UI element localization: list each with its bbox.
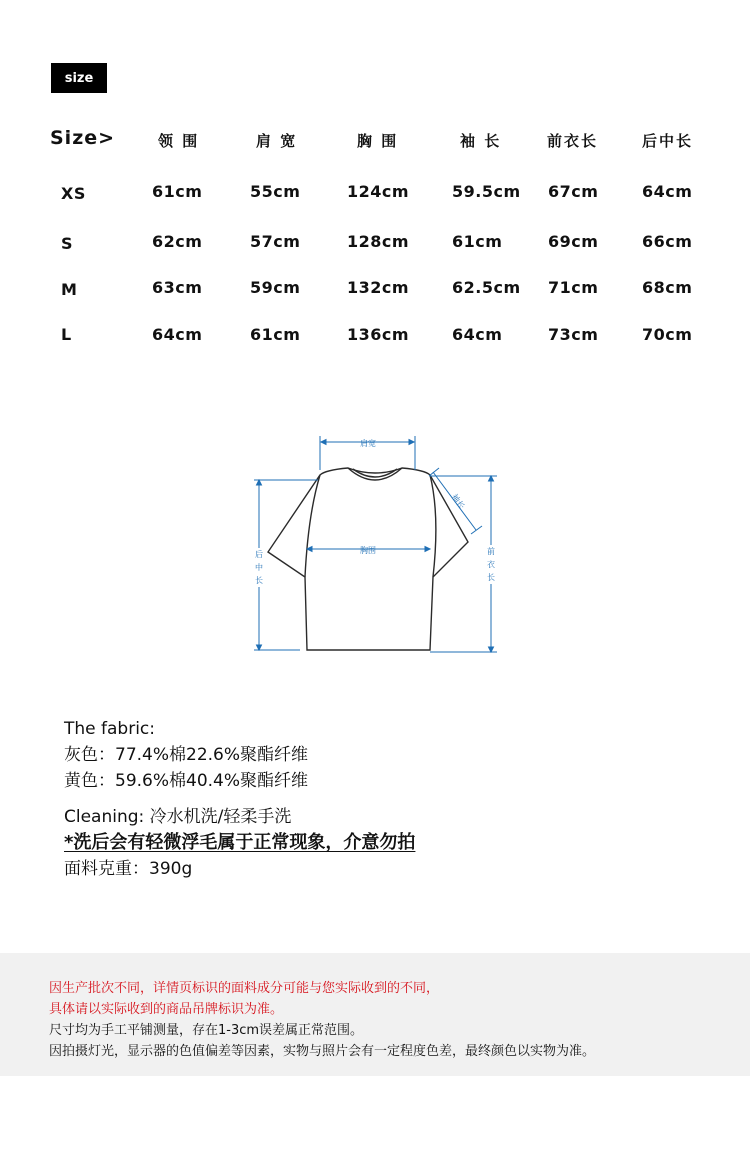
notice-line-2: 具体请以实际收到的商品吊牌标识为准。 bbox=[49, 1002, 284, 1017]
row-s-collar: 62cm bbox=[152, 232, 203, 251]
row-s-chest: 128cm bbox=[347, 232, 410, 251]
row-s-shoulder: 57cm bbox=[250, 232, 301, 251]
row-l-chest: 136cm bbox=[347, 325, 410, 344]
header-sleeve: 袖 长 bbox=[460, 132, 502, 150]
cleaning-instructions: Cleaning: 冷水机洗/轻柔手洗 bbox=[64, 807, 292, 827]
measurement-lines bbox=[254, 436, 497, 652]
row-m-sleeve: 62.5cm bbox=[452, 278, 521, 297]
fabric-title: The fabric: bbox=[64, 719, 156, 739]
notice-line-4: 因拍摄灯光，显示器的色值偏差等因素，实物与照片会有一定程度色差，最终颜色以实物为准。 bbox=[49, 1044, 596, 1059]
header-shoulder: 肩 宽 bbox=[256, 132, 298, 150]
row-s-back: 66cm bbox=[642, 232, 693, 251]
fabric-weight: 面料克重：390g bbox=[64, 859, 193, 879]
header-back-length: 后中长 bbox=[642, 132, 694, 150]
fabric-section bbox=[64, 716, 664, 882]
row-l-front: 73cm bbox=[548, 325, 599, 344]
row-m-shoulder: 59cm bbox=[250, 278, 301, 297]
row-l-collar: 64cm bbox=[152, 325, 203, 344]
notice-line-1: 因生产批次不同，详情页标识的面料成分可能与您实际收到的不同， bbox=[49, 981, 440, 996]
label-chest: 胸围 bbox=[360, 546, 376, 555]
row-l-back: 70cm bbox=[642, 325, 693, 344]
label-shoulder: 肩宽 bbox=[360, 439, 376, 448]
row-m-size: M bbox=[61, 280, 78, 299]
header-collar: 领 围 bbox=[158, 132, 200, 150]
row-m-collar: 63cm bbox=[152, 278, 203, 297]
size-tag-label: size bbox=[64, 70, 94, 86]
row-s-sleeve: 61cm bbox=[452, 232, 503, 251]
notice-line-3: 尺寸均为手工平铺测量，存在1-3cm误差属正常范围。 bbox=[49, 1023, 364, 1038]
row-m-front: 71cm bbox=[548, 278, 599, 297]
row-xs-size: XS bbox=[61, 184, 86, 203]
fabric-gray: 灰色：77.4%棉22.6%聚酯纤维 bbox=[64, 745, 309, 765]
row-xs-front: 67cm bbox=[548, 182, 599, 201]
row-xs-sleeve: 59.5cm bbox=[452, 182, 521, 201]
size-table bbox=[0, 0, 750, 360]
fabric-yellow: 黄色：59.6%棉40.4%聚酯纤维 bbox=[64, 771, 309, 791]
wash-note: *洗后会有轻微浮毛属于正常现象，介意勿拍 bbox=[64, 832, 416, 853]
row-m-chest: 132cm bbox=[347, 278, 410, 297]
label-front-length: 前衣长 bbox=[487, 547, 495, 582]
label-sleeve: 袖长 bbox=[449, 492, 467, 511]
row-xs-back: 64cm bbox=[642, 182, 693, 201]
notice-box bbox=[0, 953, 750, 1076]
row-xs-collar: 61cm bbox=[152, 182, 203, 201]
tshirt-measurement-diagram bbox=[245, 430, 505, 660]
row-l-sleeve: 64cm bbox=[452, 325, 503, 344]
label-back-length: 后中长 bbox=[255, 550, 263, 585]
row-xs-chest: 124cm bbox=[347, 182, 410, 201]
header-chest: 胸 围 bbox=[357, 132, 399, 150]
tshirt-outline bbox=[268, 468, 468, 650]
row-l-size: L bbox=[61, 325, 72, 344]
row-xs-shoulder: 55cm bbox=[250, 182, 301, 201]
row-s-front: 69cm bbox=[548, 232, 599, 251]
row-m-back: 68cm bbox=[642, 278, 693, 297]
header-front-length: 前衣长 bbox=[547, 132, 599, 150]
header-size: Size> bbox=[50, 127, 116, 149]
row-l-shoulder: 61cm bbox=[250, 325, 301, 344]
row-s-size: S bbox=[61, 234, 74, 253]
